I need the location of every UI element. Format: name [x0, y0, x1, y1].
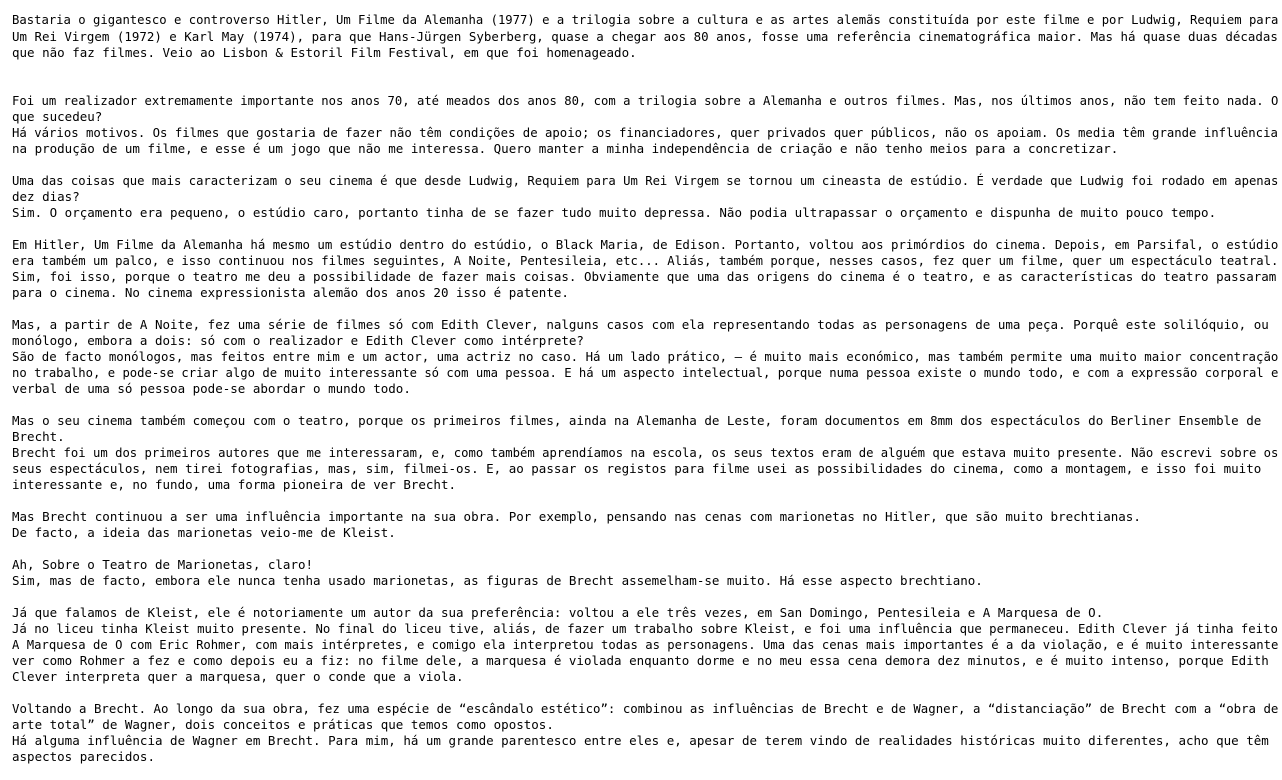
text-line: Mas, a partir de A Noite, fez uma série de filmes só com Edith Clever, nalguns casos com ela representando todas as personagens de uma peça. Porquê este solilóquio, ou	[12, 317, 1269, 332]
text-line: Sim. O orçamento era pequeno, o estúdio caro, portanto tinha de se fazer tudo muito depressa. Não podia ultrapassar o orçamento e dispunha de muito pouco tempo.	[12, 205, 1217, 220]
text-line: ver como Rohmer a fez e como depois eu a fiz: no filme dele, a marquesa é violada enquanto dorme e no meu essa cena demora dez minutos, e é muito intenso, porque Edith	[12, 653, 1269, 668]
text-line: Clever interpreta quer a marquesa, quer o conde que a viola.	[12, 669, 464, 684]
text-line: Já que falamos de Kleist, ele é notoriamente um autor da sua preferência: voltou a ele três vezes, em San Domingo, Pentesileia e A Marquesa de O.	[12, 605, 1104, 620]
text-line: Ah, Sobre o Teatro de Marionetas, claro!	[12, 557, 314, 572]
text-line: Há alguma influência de Wagner em Brecht. Para mim, há um grande parentesco entre eles e, apesar de terem vindo de realidades históricas muito diferentes, acho que têm	[12, 733, 1269, 748]
text-line: seus espectáculos, nem tirei fotografias, mas, sim, filmei-os. E, ao passar os registos para filme usei as possibilidades do cinema, como a montagem, e isso foi muito	[12, 461, 1262, 476]
text-line: dez dias?	[12, 189, 80, 204]
text-line: Um Rei Virgem (1972) e Karl May (1974), para que Hans-Jürgen Syberberg, quase a chegar aos 80 anos, fosse uma referência cinematográfica maior. Mas há quase duas décadas	[12, 29, 1278, 44]
text-line: Bastaria o gigantesco e controverso Hitler, Um Filme da Alemanha (1977) e a trilogia sobre a cultura e as artes alemãs constituída por este filme e por Ludwig, Requiem para	[12, 12, 1279, 27]
text-line: Mas o seu cinema também começou com o teatro, porque os primeiros filmes, ainda na Alemanha de Leste, foram documentos em 8mm dos espectáculos do Berliner Ensemble de	[12, 413, 1262, 428]
text-line: para o cinema. No cinema expressionista alemão dos anos 20 isso é patente.	[12, 285, 569, 300]
text-line: A Marquesa de O com Eric Rohmer, com mais intérpretes, e comigo ela interpretou todas as personagens. Uma das cenas mais importantes é a da violação, e é muito interessante	[12, 637, 1279, 652]
text-line: na produção de um filme, e esse é um jogo que não me interessa. Quero manter a minha independência de criação e não tenho meios para a concretizar.	[12, 141, 1119, 156]
text-line: Em Hitler, Um Filme da Alemanha há mesmo um estúdio dentro do estúdio, o Black Maria, de Edison. Portanto, voltou aos primórdios do cinema. Depois, em Parsifal, o estúdio	[12, 237, 1279, 252]
text-line: Brecht foi um dos primeiros autores que me interessaram, e, como também aprendíamos na escola, os seus textos eram de alguém que estava muito presente. Não escrevi sobre os	[12, 445, 1279, 460]
text-line: Voltando a Brecht. Ao longo da sua obra, fez uma espécie de “escândalo estético”: combinou as influências de Brecht e de Wagner, a “distanciação” de Brecht com a “obra de	[12, 701, 1279, 716]
text-line: arte total” de Wagner, dois conceitos e práticas que temos como opostos.	[12, 717, 554, 732]
text-line: monólogo, embora a dois: só com o realizador e Edith Clever como intérprete?	[12, 333, 584, 348]
text-line: Há vários motivos. Os filmes que gostaria de fazer não têm condições de apoio; os financiadores, quer privados quer públicos, não os apoiam. Os media têm grande influência	[12, 125, 1278, 140]
text-line: que sucedeu?	[12, 109, 103, 124]
text-line: interessante e, no fundo, uma forma pioneira de ver Brecht.	[12, 477, 457, 492]
text-line: De facto, a ideia das marionetas veio-me de Kleist.	[12, 525, 396, 540]
text-line: Brecht.	[12, 429, 65, 444]
text-line: era também um palco, e isso continuou nos filmes seguintes, A Noite, Pentesileia, etc... Aliás, também porque, nesses casos, fez quer um filme, quer um espectáculo teatral.	[12, 253, 1279, 268]
text-line: Uma das coisas que mais caracterizam o seu cinema é que desde Ludwig, Requiem para Um Rei Virgem se tornou um cineasta de estúdio. É verdade que Ludwig foi rodado em apenas	[12, 173, 1279, 188]
text-line: no trabalho, e pode-se criar algo de muito interessante só com uma pessoa. E há um aspecto intelectual, porque numa pessoa existe o mundo todo, e com a expressão corporal e	[12, 365, 1279, 380]
text-line: aspectos parecidos.	[12, 749, 155, 764]
text-line: Foi um realizador extremamente importante nos anos 70, até meados dos anos 80, com a trilogia sobre a Alemanha e outros filmes. Mas, nos últimos anos, não tem feito nada. O	[12, 93, 1279, 108]
text-line: Sim, foi isso, porque o teatro me deu a possibilidade de fazer mais coisas. Obviamente que uma das origens do cinema é o teatro, e as características do teatro passaram	[12, 269, 1277, 284]
text-line: Mas Brecht continuou a ser uma influência importante na sua obra. Por exemplo, pensando nas cenas com marionetas no Hitler, que são muito brechtianas.	[12, 509, 1141, 524]
text-line: verbal de uma só pessoa pode-se abordar o mundo todo.	[12, 381, 411, 396]
text-line: Sim, mas de facto, embora ele nunca tenha usado marionetas, as figuras de Brecht assemelham-se muito. Há esse aspecto brechtiano.	[12, 573, 983, 588]
text-line: São de facto monólogos, mas feitos entre mim e um actor, uma actriz no caso. Há um lado prático, – é muito mais económico, mas também permite uma muito maior concentração	[12, 349, 1279, 364]
text-line: que não faz filmes. Veio ao Lisbon & Estoril Film Festival, em que foi homenageado.	[12, 45, 637, 60]
text-line: Já no liceu tinha Kleist muito presente. No final do liceu tive, aliás, de fazer um trabalho sobre Kleist, e foi uma influência que permaneceu. Edith Clever já tinha feito	[12, 621, 1278, 636]
